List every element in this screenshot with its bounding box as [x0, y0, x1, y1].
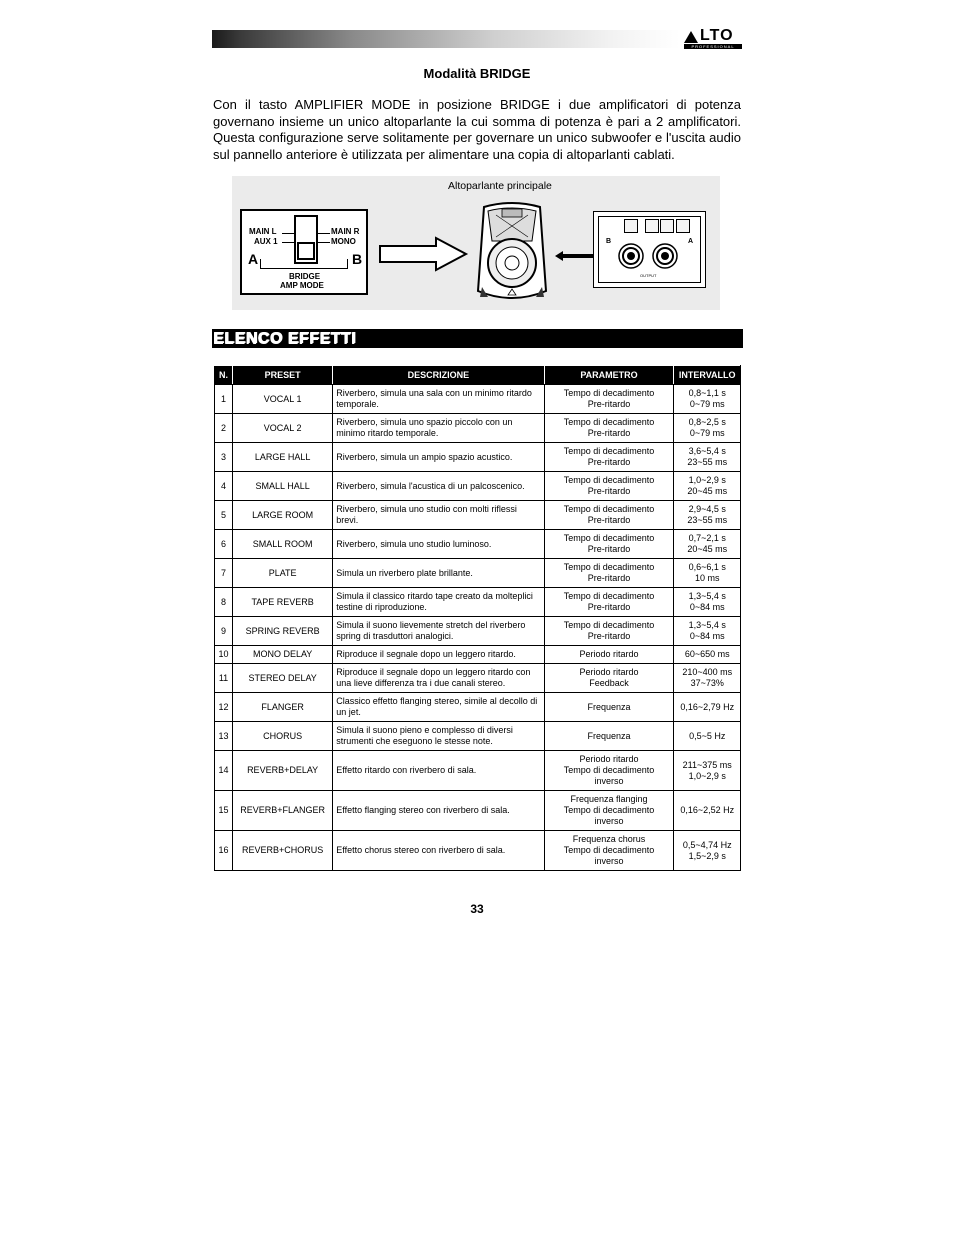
effects-title: ELENCO EFFETTI [213, 330, 356, 347]
table-row [215, 559, 741, 588]
cell-parametro: Tempo di decadimento Pre-ritardo [544, 530, 674, 559]
output-panel [593, 211, 706, 288]
switch-line-right [316, 233, 330, 234]
cell-descrizione: Simula il classico ritardo tape creato da molteplici testine di riproduzione. [333, 588, 544, 617]
label-aux1: AUX 1 [254, 237, 278, 246]
cell-parametro: Tempo di decadimento Pre-ritardo [544, 501, 674, 530]
cell-descrizione: Riproduce il segnale dopo un leggero ritardo con una lieve differenza tra i due canali stereo. [333, 664, 544, 693]
cell-descrizione: Classico effetto flanging stereo, simile al decollo di un jet. [333, 693, 544, 722]
table-row [215, 831, 741, 871]
table-row [215, 385, 741, 414]
section-paragraph: Con il tasto AMPLIFIER MODE in posizione BRIDGE i due amplificatori di potenza governano insieme un unico altoparlante la cui somma di potenza è pari a 2 amplificatori. Questa configurazione serve solitamente per governare un unico subwoofer e l'uscita audio sul pannello anteriore è utilizzata per alimentare una copia di altoparlanti cablati. [213, 97, 741, 162]
cell-descrizione: Effetto ritardo con riverbero di sala. [333, 751, 544, 791]
cell-preset: SMALL HALL [232, 472, 332, 501]
header-gradient-bar [212, 30, 680, 48]
cell-parametro: Periodo ritardo Tempo di decadimento inverso [544, 751, 674, 791]
arrow-right-icon [378, 236, 470, 272]
cell-intervallo: 0,16~2,79 Hz [674, 693, 741, 722]
cell-n: 4 [215, 472, 233, 501]
speakon-connector-b-icon [618, 243, 644, 269]
page-number: 33 [470, 902, 484, 916]
cell-parametro: Periodo ritardo [544, 646, 674, 664]
table-row [215, 414, 741, 443]
cell-descrizione: Riverbero, simula uno studio luminoso. [333, 530, 544, 559]
logo-subtitle: PROFESSIONAL [684, 44, 742, 49]
cell-preset: SPRING REVERB [232, 617, 332, 646]
cell-intervallo: 210~400 ms 37~73% [674, 664, 741, 693]
cell-descrizione: Simula un riverbero plate brillante. [333, 559, 544, 588]
cell-intervallo: 1,3~5,4 s 0~84 ms [674, 617, 741, 646]
switch-line-left2 [282, 242, 294, 243]
cell-n: 11 [215, 664, 233, 693]
cell-intervallo: 0,5~4,74 Hz 1,5~2,9 s [674, 831, 741, 871]
cell-n: 3 [215, 443, 233, 472]
cell-intervallo: 0,8~1,1 s 0~79 ms [674, 385, 741, 414]
label-amp-mode: AMP MODE [280, 281, 324, 290]
logo-brand-text: LTO [700, 27, 734, 44]
cell-preset: SMALL ROOM [232, 530, 332, 559]
cell-preset: LARGE HALL [232, 443, 332, 472]
panel-label-a: A [688, 238, 694, 245]
cell-n: 6 [215, 530, 233, 559]
cell-intervallo: 2,9~4,5 s 23~55 ms [674, 501, 741, 530]
cell-preset: REVERB+DELAY [232, 751, 332, 791]
panel-switch-2 [645, 219, 659, 233]
cell-intervallo: 0,7~2,1 s 20~45 ms [674, 530, 741, 559]
cell-n: 8 [215, 588, 233, 617]
table-header-row [215, 366, 741, 385]
switch-knob [297, 242, 315, 260]
col-header-n: N. [215, 366, 233, 385]
cell-n: 16 [215, 831, 233, 871]
cell-preset: FLANGER [232, 693, 332, 722]
table-row [215, 693, 741, 722]
alto-logo [684, 29, 742, 51]
label-main-r: MAIN R [331, 227, 360, 236]
cell-parametro: Periodo ritardo Feedback [544, 664, 674, 693]
col-header-intervallo: INTERVALLO [674, 366, 741, 385]
cell-descrizione: Riverbero, simula l'acustica di un palcoscenico. [333, 472, 544, 501]
cell-parametro: Frequenza [544, 693, 674, 722]
cell-parametro: Tempo di decadimento Pre-ritardo [544, 472, 674, 501]
col-header-parametro: PARAMETRO [544, 366, 674, 385]
cell-descrizione: Riverbero, simula un ampio spazio acustico. [333, 443, 544, 472]
panel-switch-3 [660, 219, 674, 233]
label-mono: MONO [331, 237, 356, 246]
panel-label-output: OUTPUT [640, 273, 657, 278]
cell-parametro: Tempo di decadimento Pre-ritardo [544, 588, 674, 617]
table-row [215, 501, 741, 530]
panel-switch-1 [624, 219, 638, 233]
cell-intervallo: 3,6~5,4 s 23~55 ms [674, 443, 741, 472]
amp-mode-switch-box [240, 209, 368, 295]
cell-preset: STEREO DELAY [232, 664, 332, 693]
cell-descrizione: Simula il suono lievemente stretch del riverbero spring di trasduttori analogici. [333, 617, 544, 646]
cell-preset: LARGE ROOM [232, 501, 332, 530]
cell-n: 1 [215, 385, 233, 414]
cell-intervallo: 0,8~2,5 s 0~79 ms [674, 414, 741, 443]
table-row [215, 530, 741, 559]
cell-n: 13 [215, 722, 233, 751]
bracket [260, 259, 348, 269]
cell-intervallo: 60~650 ms [674, 646, 741, 664]
logo-triangle-icon [684, 31, 698, 43]
table-row [215, 664, 741, 693]
cell-n: 10 [215, 646, 233, 664]
table-row [215, 751, 741, 791]
cell-parametro: Tempo di decadimento Pre-ritardo [544, 414, 674, 443]
cell-parametro: Tempo di decadimento Pre-ritardo [544, 443, 674, 472]
cell-parametro: Tempo di decadimento Pre-ritardo [544, 617, 674, 646]
cell-n: 12 [215, 693, 233, 722]
cell-intervallo: 211~375 ms 1,0~2,9 s [674, 751, 741, 791]
switch-line-left [282, 233, 294, 234]
switch-line-right2 [316, 242, 330, 243]
cell-preset: REVERB+FLANGER [232, 791, 332, 831]
diagram-caption: Altoparlante principale [448, 180, 552, 192]
speaker-icon [474, 201, 550, 305]
table-row [215, 588, 741, 617]
cell-preset: VOCAL 2 [232, 414, 332, 443]
cell-intervallo: 0,16~2,52 Hz [674, 791, 741, 831]
cell-n: 14 [215, 751, 233, 791]
cell-descrizione: Simula il suono pieno e complesso di diversi strumenti che eseguono le stesse note. [333, 722, 544, 751]
cell-intervallo: 0,6~6,1 s 10 ms [674, 559, 741, 588]
cell-n: 9 [215, 617, 233, 646]
label-a: A [248, 251, 259, 267]
cell-descrizione: Riverbero, simula una sala con un minimo ritardo temporale. [333, 385, 544, 414]
panel-label-b: B [606, 238, 612, 245]
label-main-l: MAIN L [249, 227, 277, 236]
cell-preset: MONO DELAY [232, 646, 332, 664]
col-header-preset: PRESET [232, 366, 332, 385]
table-row [215, 443, 741, 472]
table-row [215, 472, 741, 501]
table-row [215, 722, 741, 751]
cell-preset: VOCAL 1 [232, 385, 332, 414]
cell-preset: CHORUS [232, 722, 332, 751]
panel-switch-4 [676, 219, 690, 233]
cell-descrizione: Riproduce il segnale dopo un leggero ritardo. [333, 646, 544, 664]
cell-parametro: Frequenza chorus Tempo di decadimento inverso [544, 831, 674, 871]
label-bridge: BRIDGE [289, 272, 321, 281]
label-b: B [352, 251, 363, 267]
cell-intervallo: 0,5~5 Hz [674, 722, 741, 751]
cell-intervallo: 1,0~2,9 s 20~45 ms [674, 472, 741, 501]
cell-n: 5 [215, 501, 233, 530]
cell-parametro: Frequenza flanging Tempo di decadimento inverso [544, 791, 674, 831]
col-header-descrizione: DESCRIZIONE [333, 366, 544, 385]
cell-preset: TAPE REVERB [232, 588, 332, 617]
cell-preset: PLATE [232, 559, 332, 588]
cell-parametro: Tempo di decadimento Pre-ritardo [544, 559, 674, 588]
section-title: Modalità BRIDGE [423, 66, 531, 81]
speakon-connector-a-icon [652, 243, 678, 269]
table-row [215, 791, 741, 831]
table-row [215, 617, 741, 646]
cell-n: 15 [215, 791, 233, 831]
cell-n: 2 [215, 414, 233, 443]
cell-intervallo: 1,3~5,4 s 0~84 ms [674, 588, 741, 617]
cell-n: 7 [215, 559, 233, 588]
cell-parametro: Frequenza [544, 722, 674, 751]
cell-parametro: Tempo di decadimento Pre-ritardo [544, 385, 674, 414]
cell-descrizione: Riverbero, simula uno spazio piccolo con un minimo ritardo temporale. [333, 414, 544, 443]
table-row [215, 646, 741, 664]
effects-table [214, 365, 741, 871]
effects-table-body [215, 385, 741, 871]
cell-descrizione: Effetto chorus stereo con riverbero di sala. [333, 831, 544, 871]
cell-descrizione: Effetto flanging stereo con riverbero di sala. [333, 791, 544, 831]
cell-descrizione: Riverbero, simula uno studio con molti riflessi brevi. [333, 501, 544, 530]
cell-preset: REVERB+CHORUS [232, 831, 332, 871]
